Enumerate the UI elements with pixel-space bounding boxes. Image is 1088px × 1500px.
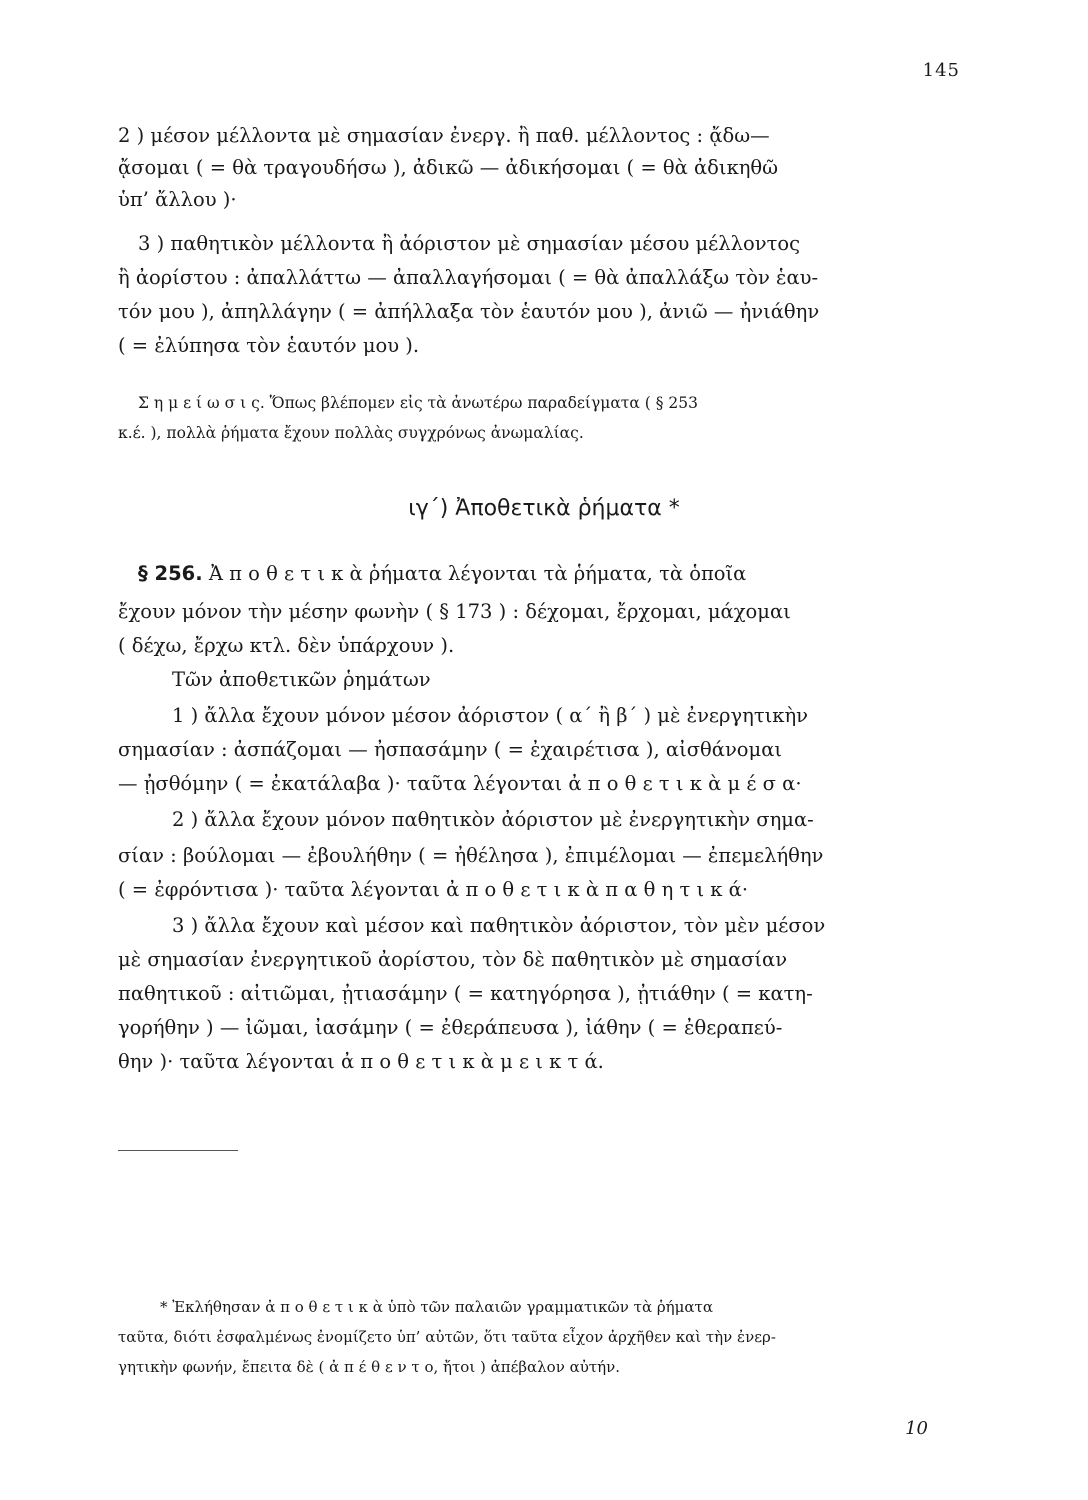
section-heading: ιγ΄) Ἀποθετικὰ ῥήματα *: [408, 496, 680, 521]
body-line: τόν μου ), ἀπηλλάγην ( = ἀπήλλαξα τὸν ἑαυτόν μου ), ἀνιῶ — ἠνιάθην: [118, 300, 820, 323]
body-line: παθητικοῦ : αἰτιῶμαι, ᾐτιασάμην ( = κατηγόρησα ), ᾐτιάθην ( = κατη-: [118, 982, 813, 1005]
footnote-line: ταῦτα, διότι ἐσφαλμένως ἐνομίζετο ὑπ’ αὐτῶν, ὅτι ταῦτα εἶχον ἀρχῆθεν καὶ τὴν ἐνερ-: [118, 1328, 776, 1346]
body-line: μὲ σημασίαν ἐνεργητικοῦ ἀορίστου, τὸν δὲ παθητικὸν μὲ σημασίαν: [118, 948, 788, 971]
body-line: 3 ) ἄλλα ἔχουν καὶ μέσον καὶ παθητικὸν ἀόριστον, τὸν μὲν μέσον: [172, 914, 826, 937]
body-line: θην )· ταῦτα λέγονται ἀ π ο θ ε τ ι κ ὰ μ ε ι κ τ ά.: [118, 1050, 604, 1073]
section-number: § 256.: [138, 562, 203, 585]
signature-mark: 10: [905, 1418, 928, 1439]
body-line: ὑπ’ ἄλλου )·: [118, 188, 237, 211]
footnote-rule: [118, 1150, 238, 1151]
section-first-line: [138, 558, 980, 589]
body-line: — ᾐσθόμην ( = ἐκατάλαβα )· ταῦτα λέγονται ἀ π ο θ ε τ ι κ ὰ μ έ σ α·: [118, 772, 802, 795]
footnote-line: γητικὴν φωνήν, ἔπειτα δὲ ( ἀ π έ θ ε ν τ ο, ἤτοι ) ἀπέβαλον αὐτήν.: [118, 1358, 621, 1376]
section-first-line-text: Ἀ π ο θ ε τ ι κ ὰ ῥήματα λέγονται τὰ ῥήματα, τὰ ὁποῖα: [208, 562, 747, 585]
note-line: κ.έ. ), πολλὰ ῥήματα ἔχουν πολλὰς συγχρόνως ἀνωμαλίας.: [118, 424, 584, 442]
body-line: ( = ἐλύπησα τὸν ἑαυτόν μου ).: [118, 334, 420, 357]
body-line: ἢ ἀορίστου : ἀπαλλάττω — ἀπαλλαγήσομαι ( = θὰ ἀπαλλάξω τὸν ἑαυ-: [118, 266, 819, 289]
body-line: ἔχουν μόνον τὴν μέσην φωνὴν ( § 173 ) : δέχομαι, ἔρχομαι, μάχομαι: [118, 600, 791, 623]
body-line: 2 ) ἄλλα ἔχουν μόνον παθητικὸν ἀόριστον μὲ ἐνεργητικὴν σημα-: [172, 808, 814, 831]
body-line: ( δέχω, ἔρχω κτλ. δὲν ὑπάρχουν ).: [118, 634, 455, 657]
body-line: 1 ) ἄλλα ἔχουν μόνον μέσον ἀόριστον ( α΄ ἢ β΄ ) μὲ ἐνεργητικὴν: [172, 704, 808, 727]
body-line: Τῶν ἀποθετικῶν ῥημάτων: [172, 668, 431, 691]
body-line: σημασίαν : ἀσπάζομαι — ἠσπασάμην ( = ἐχαιρέτισα ), αἰσθάνομαι: [118, 738, 783, 761]
body-line: ( = ἐφρόντισα )· ταῦτα λέγονται ἀ π ο θ ε τ ι κ ὰ π α θ η τ ι κ ά·: [118, 878, 749, 901]
page-number: 145: [922, 60, 960, 81]
body-line: ᾄσομαι ( = θὰ τραγουδήσω ), ἀδικῶ — ἀδικήσομαι ( = θὰ ἀδικηθῶ: [118, 156, 779, 179]
footnote-line: * Ἐκλήθησαν ἀ π ο θ ε τ ι κ ὰ ὑπὸ τῶν παλαιῶν γραμματικῶν τὰ ῥήματα: [160, 1298, 713, 1316]
body-line: 3 ) παθητικὸν μέλλοντα ἢ ἀόριστον μὲ σημασίαν μέσου μέλλοντος: [138, 232, 801, 255]
body-line: 2 ) μέσον μέλλοντα μὲ σημασίαν ἐνεργ. ἢ παθ. μέλλοντος : ᾄδω—: [118, 124, 770, 147]
body-line: σίαν : βούλομαι — ἐβουλήθην ( = ἠθέλησα ), ἐπιμέλομαι — ἐπεμελήθην: [118, 844, 824, 867]
body-line: γορήθην ) — ἰῶμαι, ἰασάμην ( = ἐθεράπευσα ), ἰάθην ( = ἐθεραπεύ-: [118, 1016, 783, 1039]
note-line: Σ η μ ε ί ω σ ι ς. Ὅπως βλέπομεν εἰς τὰ ἀνωτέρω παραδείγματα ( § 253: [138, 394, 699, 412]
